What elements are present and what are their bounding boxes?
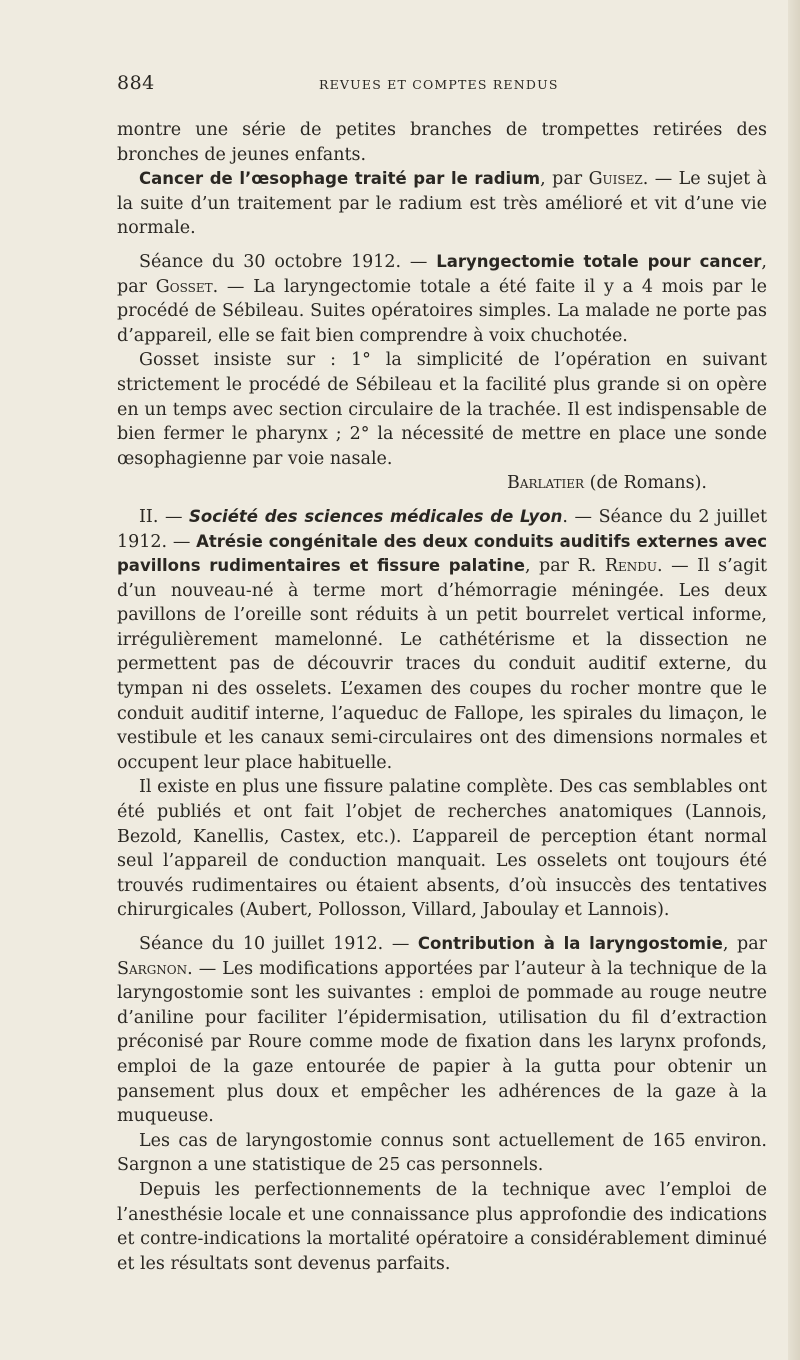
session-date: Séance du 10 juillet 1912. — — [139, 934, 418, 954]
author-name: Rendu — [604, 556, 658, 577]
paragraph-statistique — [117, 1129, 767, 1178]
running-head: REVUES ET COMPTES RENDUS — [319, 77, 559, 92]
paragraph-text: montre une série de petites branches de trompettes retirées des bronches de jeunes enfants. — [117, 120, 767, 165]
par-text: , par — [117, 251, 767, 297]
signature-name: Barlatier — [507, 473, 585, 494]
paragraph-text: . — Les modifications apportées par l’auteur à la technique de la laryngostomie sont les suivantes : emploi de pommade au rouge neutre d’aniline pour faciliter l’épidermisation, utilisation du fil d’extraction préconisé par Roure comme mode de fixation dans les larynx profonds, emploi de la gaze entourée de papier à la gutta pour obtenir un pansement plus doux et empêcher les adhérences de la gaze à la muqueuse. — [117, 958, 767, 1127]
article-title: Contribution à la laryngostomie — [417, 934, 723, 953]
signature-place: (de Romans). — [584, 473, 707, 494]
paragraph-cancer-oesophage — [117, 167, 767, 241]
par-text: , par R. — [524, 556, 605, 577]
paragraph-text: . — La laryngectomie totale a été faite il y a 4 mois par le procédé de Sébileau. Suites opératoires simples. La malade ne porte pas d’appareil, elle se fait bien comprendre à voix chuchotée. — [117, 276, 767, 346]
paragraph-gosset — [117, 348, 767, 471]
page-header — [117, 72, 767, 102]
session-date: . — Séance du 2 juillet 1912. — — [117, 506, 767, 552]
paragraph-text: . — Le sujet à la suite d’un traitement par le radium est très amélioré et vit d’une vie normale. — [117, 169, 767, 239]
paragraph-fissure-palatine — [117, 775, 767, 923]
body-text — [117, 118, 767, 1276]
paragraph-text: Gosset insiste sur : 1° la simplicité de l’opération en suivant strictement le procédé de Sébileau et la facilité plus grande si on opère en un temps avec section circulaire de la trachée. Il est indispensable de bien fermer le pharynx ; 2° la nécessité de mettre en place une sonde œsophagienne par voie nasale. — [117, 350, 767, 469]
paragraph-text: Les cas de laryngostomie connus sont actuellement de 165 environ. Sargnon a une statistique de 25 cas personnels. — [117, 1130, 767, 1176]
paragraph-perfectionnements — [117, 1178, 767, 1276]
author-name: Gosset — [155, 276, 213, 297]
article-title: Laryngectomie totale pour cancer — [436, 251, 762, 271]
paragraph-laryngectomie — [117, 250, 767, 348]
page-edge-shadow — [788, 0, 800, 1360]
article-title: Atrésie congénitale des deux conduits auditifs externes avec pavillons rudimentaires et fissure palatine — [117, 531, 767, 576]
paragraph-laryngostomie — [117, 932, 767, 1129]
paragraph-text: . — Il s’agit d’un nouveau-né à terme mort d’hémorragie méningée. Les deux pavillons de l’oreille sont réduits à un petit bourrelet vertical informe, irrégulièrement mamelonné. Le cathétérisme et la dissection ne permettent pas de découvrir traces du conduit auditif externe, du tympan ni des osselets. L’examen des coupes du rocher montre que le conduit auditif interne, l’aqueduc de Fallope, les spirales du limaçon, le vestibule et les canaux semi-circulaires ont des dimensions normales et occupent leur place habituelle. — [117, 556, 767, 773]
paragraph-text: Il existe en plus une fissure palatine complète. Des cas semblables ont été publiés et ont fait l’objet de recherches anatomiques (Lannois, Bezold, Kanellis, Castex, etc.). L’appareil de perception étant normal seul l’appareil de conduction manquait. Les osselets ont toujours été trouvés rudimentaires ou étaient absents, d’où insuccès des tentatives chirurgicales (Aubert, Pollosson, Villard, Jaboulay et Lannois). — [117, 777, 767, 921]
par-text: , par — [540, 169, 589, 190]
par-text: , par — [722, 934, 767, 954]
society-name: Société des sciences médicales de Lyon — [189, 506, 563, 526]
author-name: Guisez — [588, 169, 643, 190]
author-name: Sargnon — [117, 958, 188, 979]
signature — [117, 471, 767, 496]
section-prefix: II. — — [139, 506, 190, 527]
session-date: Séance du 30 octobre 1912. — — [139, 251, 437, 272]
paragraph-societe-lyon — [117, 505, 767, 776]
paragraph-text: Depuis les perfectionnements de la technique avec l’emploi de l’anesthésie locale et une connaissance plus approfondie des indications et contre-indications la mortalité opératoire a considérablement diminué et les résultats sont devenus parfaits. — [117, 1179, 767, 1274]
page-number: 884 — [117, 72, 155, 94]
paragraph-bronches — [117, 118, 767, 167]
article-title: Cancer de l’œsophage traité par le radium — [139, 169, 541, 189]
